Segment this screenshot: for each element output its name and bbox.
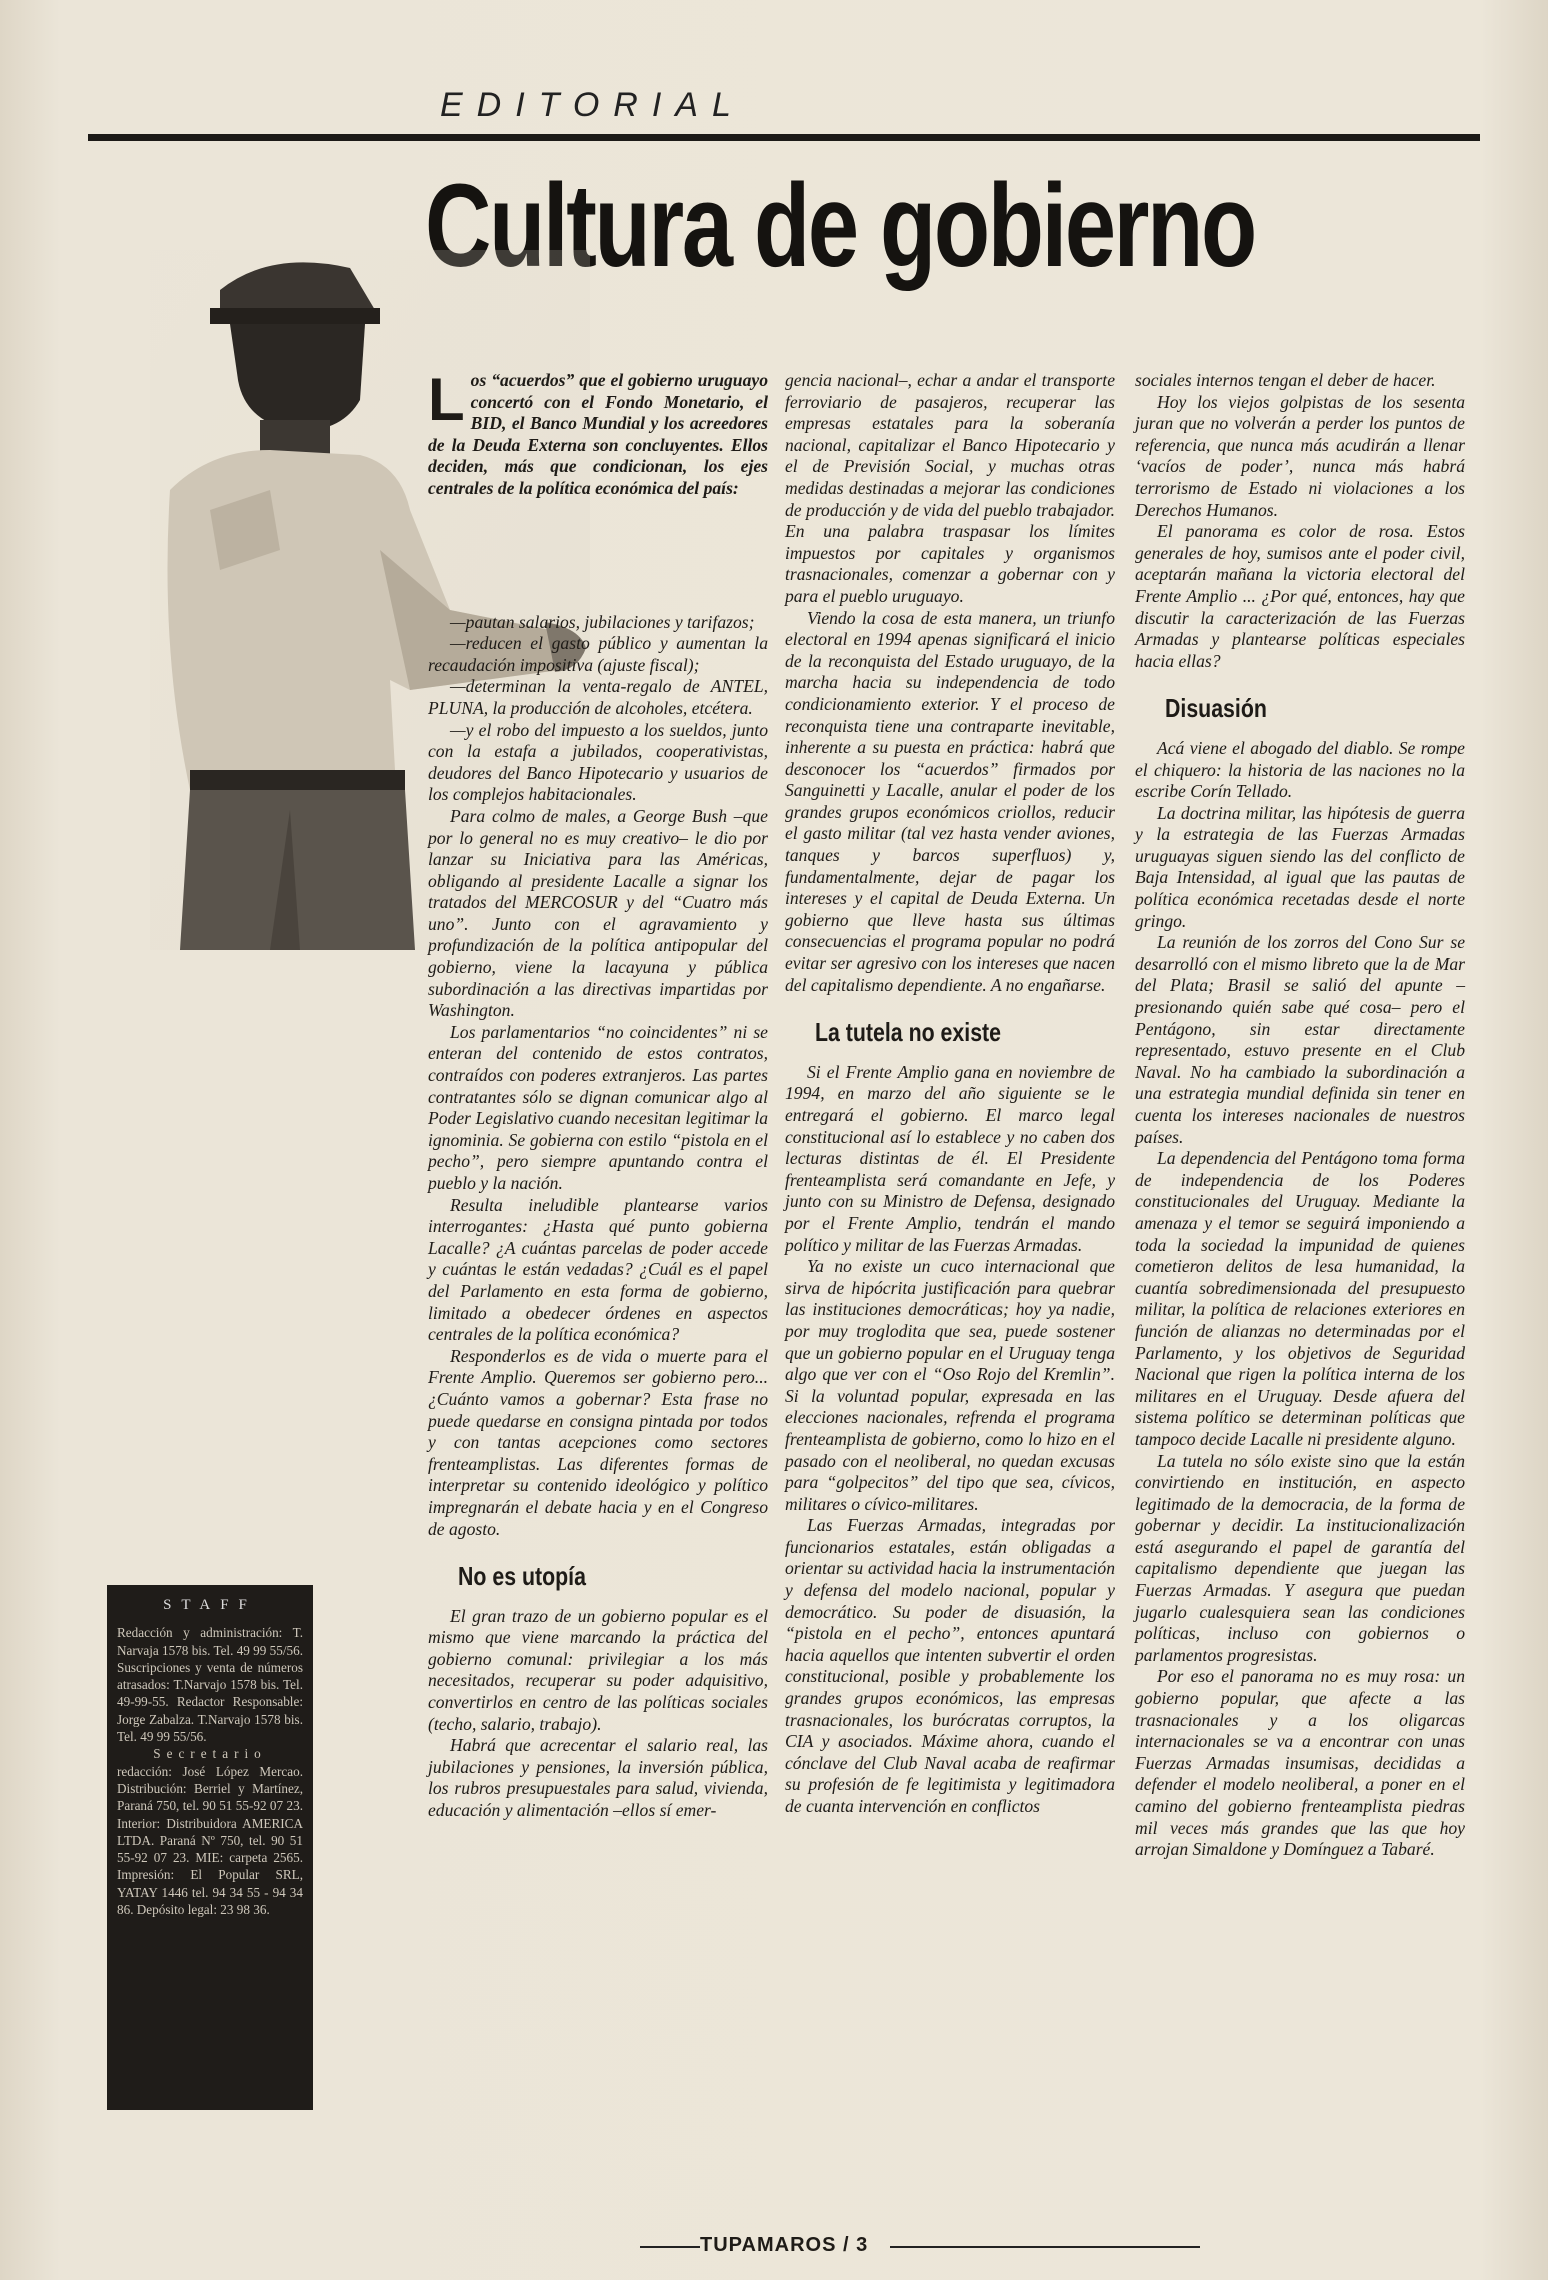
paragraph: Las Fuerzas Armadas, integradas por funcionarios estatales, están obligadas a orientar su actividad hacia la instrumentación y defensa del modelo nacional, popular y democrático. Su poder de disuasión, la “pistola en el pecho”, entonces apuntará hacia aquellos que intenten subvertir el orden constitucional, posible y probablemente los grandes grupos económicos, las empresas trasnacionales, los burócratas corruptos, la CIA y asociados. Máxime ahora, cuando el cónclave del Club Naval acaba de reafirmar su profesión de fe legitimista y legitimadora de cuanta intervención en conflictos (785, 1515, 1115, 1816)
paragraph: Hoy los viejos golpistas de los sesenta juran que no volverán a perder los puntos de referencia, que nunca más acudirán a llenar ‘vacíos de poder’, nunca más habrá terrorismo de Estado ni violaciones a los Derechos Humanos. (1135, 391, 1465, 520)
paragraph: —reducen el gasto público y aumentan la recaudación impositiva (ajuste fiscal); (428, 633, 768, 675)
header-rule (88, 134, 1480, 141)
staff-body-2: redacción: José López Mercao. Distribución: Berriel y Martínez, Paraná 750, tel. 90 51 55-92 07 23. Interior: Distribuidora AMERICA LTDA. Paraná Nº 750, tel. 90 51 55-92 07 23. MIE: carpeta 2565. Impresión: El Popular SRL, YATAY 1446 tel. 94 34 55 - 94 34 86. Depósito legal: 23 98 36. (117, 1763, 303, 1918)
paragraph: La dependencia del Pentágono toma forma de independencia de los Poderes constitucionales del Uruguay. Mediante la amenaza y el temor se seguirá imponiendo a toda la sociedad la impunidad de quienes cometieron delitos de lesa humanidad, la cuantía sobredimensionada del presupuesto militar, la política de relaciones exteriores en función de alianzas no determinadas por el Parlamento, y los objetivos de Seguridad Nacional que rigen la política interna de los militares en el Uruguay. Desde afuera del sistema político se determinan políticas que tampoco decide Lacalle ni presidente alguno. (1135, 1148, 1465, 1449)
paragraph: —y el robo del impuesto a los sueldos, junto con la estafa a jubilados, cooperativistas, deudores del Banco Hipotecario y usuarios de los complejos habitacionales. (428, 719, 768, 805)
paragraph: Resulta ineludible plantearse varios interrogantes: ¿Hasta qué punto gobierna Lacalle? ¿A cuántas parcelas de poder accede y cuántas le están vedadas? ¿Cuál es el papel del Parlamento en esta forma de gobierno, limitado a obedecer órdenes en aspectos centrales de la política económica? (428, 1194, 768, 1345)
paragraph: Viendo la cosa de esta manera, un triunfo electoral en 1994 apenas significará el inicio de la reconquista del Estado uruguayo, de la marcha hacia su independencia de todo condicionamiento exterior. Y el proceso de reconquista tiene una contraparte inevitable, inherente a su puesta en práctica: habrá que desconocer los “acuerdos” firmados por Sanguinetti y Lacalle, anular el poder de los grandes grupos económicos criollos, reducir el gasto militar (tal vez hasta vender aviones, tanques y barcos superfluos) y, fundamentalmente, dejar de pagar los intereses y el capital de Deuda Externa. Un gobierno que lleve hasta sus últimas consecuencias el programa popular no podrá evitar ser agresivo con los intereses que nacen del capitalismo dependiente. A no engañarse. (785, 607, 1115, 995)
paragraph: Por eso el panorama no es muy rosa: un gobierno popular, que afecte a las trasnacionales y a los oligarcas internacionales se va a encontrar con unas Fuerzas Armadas insumisas, decididas a defender el modelo neoliberal, a poner en el camino del gobierno frenteamplista piedras mil veces más grandes que las que hoy arrojan Simaldone y Domínguez a Tabaré. (1135, 1666, 1465, 1860)
page-footer (640, 2236, 1200, 2256)
paragraph: sociales internos tengan el deber de hacer. (1135, 370, 1436, 390)
paragraph: La tutela no sólo existe sino que la están convirtiendo en institución, en aspecto legitimado de la democracia, de la forma de gobernar y decidir. La institucionalización está asegurando el papel de garantía del capitalismo dependiente que juegan las Fuerzas Armadas. Y asegura que puedan jugarlo cualesquiera sean las condiciones políticas, incluso con gobiernos o parlamentos progresistas. (1135, 1450, 1465, 1665)
paragraph: Si el Frente Amplio gana en noviembre de 1994, en marzo del año siguiente se le entregará el gobierno. El marco legal constitucional así lo establece y no caben dos lecturas distintas de él. El Presidente frenteamplista será comandante en Jefe, y junto con su Ministro de Defensa, designado por el Frente Amplio, tendrán el mando político y militar de las Fuerzas Armadas. (785, 1061, 1115, 1255)
photo-gap (428, 500, 768, 612)
paragraph: Acá viene el abogado del diablo. Se rompe el chiquero: la historia de las naciones no la escribe Corín Tellado. (1135, 737, 1465, 802)
staff-box (107, 1585, 313, 2110)
paragraph: El panorama es color de rosa. Estos generales de hoy, sumisos ante el poder civil, aceptarán mañana la victoria electoral del Frente Amplio ... ¿Por qué, entonces, hay que discutir la caracterización de las Fuerzas Armadas y plantearse políticas especiales hacia ellas? (1135, 521, 1465, 671)
staff-title: STAFF (163, 1597, 257, 1613)
staff-secretario: Secretario (153, 1746, 267, 1762)
article-column-1 (428, 366, 768, 1822)
paragraph: —pautan salarios, jubilaciones y tarifazos; (450, 611, 755, 632)
headline: Cultura de gobierno (425, 160, 1255, 292)
article-column-3 (1135, 370, 1465, 1861)
intro-text: os “acuerdos” que el gobierno uruguayo concertó con el Fondo Monetario, el BID, el Banco Mundial y los acreedores de la Deuda Externa son concluyentes. Ellos deciden, más que condicionan, los ejes centrales de la política económica del país: (428, 370, 768, 498)
subhead-no-es-utopia: No es utopía (458, 1561, 586, 1592)
footer-rule-right (890, 2246, 1200, 2248)
paragraph: El gran trazo de un gobierno popular es el mismo que viene marcando la práctica del gobierno comunal: privilegiar a los más necesitados, recuperar su poder adquisitivo, convertirlos en centro de las políticas sociales (techo, salario, trabajo). (428, 1605, 768, 1734)
footer-text: TUPAMAROS / 3 (700, 2234, 869, 2256)
intro-paragraph (428, 366, 768, 500)
paragraph: Habrá que acrecentar el salario real, las jubilaciones y pensiones, la inversión pública, los rubros presupuestales para salud, vivienda, educación y alimentación –ellos sí emer- (428, 1735, 768, 1821)
paragraph: La doctrina militar, las hipótesis de guerra y la estrategia de las Fuerzas Armadas uruguayas siguen siendo las del conflicto de Baja Intensidad, al igual que las pautas de política económica recetadas desde el norte gringo. (1135, 802, 1465, 931)
paragraph: Los parlamentarios “no coincidentes” ni se enteran del contenido de estos contratos, contraídos con poderes extranjeros. Las partes contratantes sólo se dignan comunicar algo al Poder Legislativo cuando necesitan legitimar la ignominia. Se gobierna con estilo “pistola en el pecho”, pero siempre apuntando contra el pueblo y la nación. (428, 1021, 768, 1193)
paragraph: gencia nacional–, echar a andar el transporte ferroviario de pasajeros, recuperar las empresas estatales para la soberanía nacional, capitalizar el Banco Hipotecario y el de Previsión Social, y muchas otras medidas destinadas a mejorar las condiciones de producción y de vida del pueblo trabajador. En una palabra traspasar los límites impuestos por capitales y organismos trasnacionales, comenzar a gobernar con y para el pueblo uruguayo. (785, 370, 1115, 606)
section-label: EDITORIAL (440, 86, 745, 124)
paragraph: —determinan la venta-regalo de ANTEL, PLUNA, la producción de alcoholes, etcétera. (428, 676, 768, 718)
subhead-la-tutela: La tutela no existe (815, 1017, 1002, 1048)
paragraph: Ya no existe un cuco internacional que sirva de hipócrita justificación para quebrar las instituciones democráticas; hoy ya nadie, por muy troglodita que sea, puede sostener que un gobierno popular en el Uruguay tenga algo que ver con el “Oso Rojo del Kremlin”. Si la voluntad popular, expresada en las elecciones nacionales, refrenda el programa frenteamplista de gobierno, como lo hizo en el pasado con el neoliberal, no quedan excusas para “golpecitos” del tipo que sea, cívicos, militares o cívico-militares. (785, 1256, 1115, 1514)
paragraph: La reunión de los zorros del Cono Sur se desarrolló con el mismo libreto que la de Mar del Plata; Brasil se salió del apunte –presionando quién sabe qué cosa– pero el Pentágono, sin estar directamente representado, estuvo presente en el Club Naval. No ha cambiado la subordinación a una estrategia mundial definida sin tener en cuenta los intereses nacionales de nuestros países. (1135, 932, 1465, 1147)
footer-rule-left (640, 2246, 700, 2248)
paragraph: Responderlos es de vida o muerte para el Frente Amplio. Queremos ser gobierno pero... ¿Cuánto vamos a gobernar? Esta frase no puede quedarse en consigna pintada por todos y con tantas acepciones como sectores frenteamplistas. Las diferentes formas de interpretar su contenido ideológico y político impregnarán el debate hacia y en el Congreso de agosto. (428, 1345, 768, 1539)
dropcap: L (428, 366, 465, 433)
paragraph: Para colmo de males, a George Bush –que por lo general no es muy creativo– le dio por lanzar su Iniciativa para las Américas, obligando al presidente Lacalle a signar los tratados del MERCOSUR y del “Cuatro más uno”. Junto con el agravamiento y profundización de la política antipopular del gobierno, viene la lacayuna y pública subordinación a las directivas impartidas por Washington. (428, 805, 768, 1021)
staff-body: Redacción y administración: T. Narvaja 1578 bis. Tel. 49 99 55/56. Suscripciones y venta de números atrasados: T.Narvajo 1578 bis. Tel. 49-99-55. Redactor Responsable: Jorge Zabalza. T.Narvajo 1578 bis. Tel. 49 99 55/56. (117, 1625, 303, 1745)
subhead-disuasion: Disuasión (1165, 693, 1267, 724)
article-column-2 (785, 370, 1115, 1818)
